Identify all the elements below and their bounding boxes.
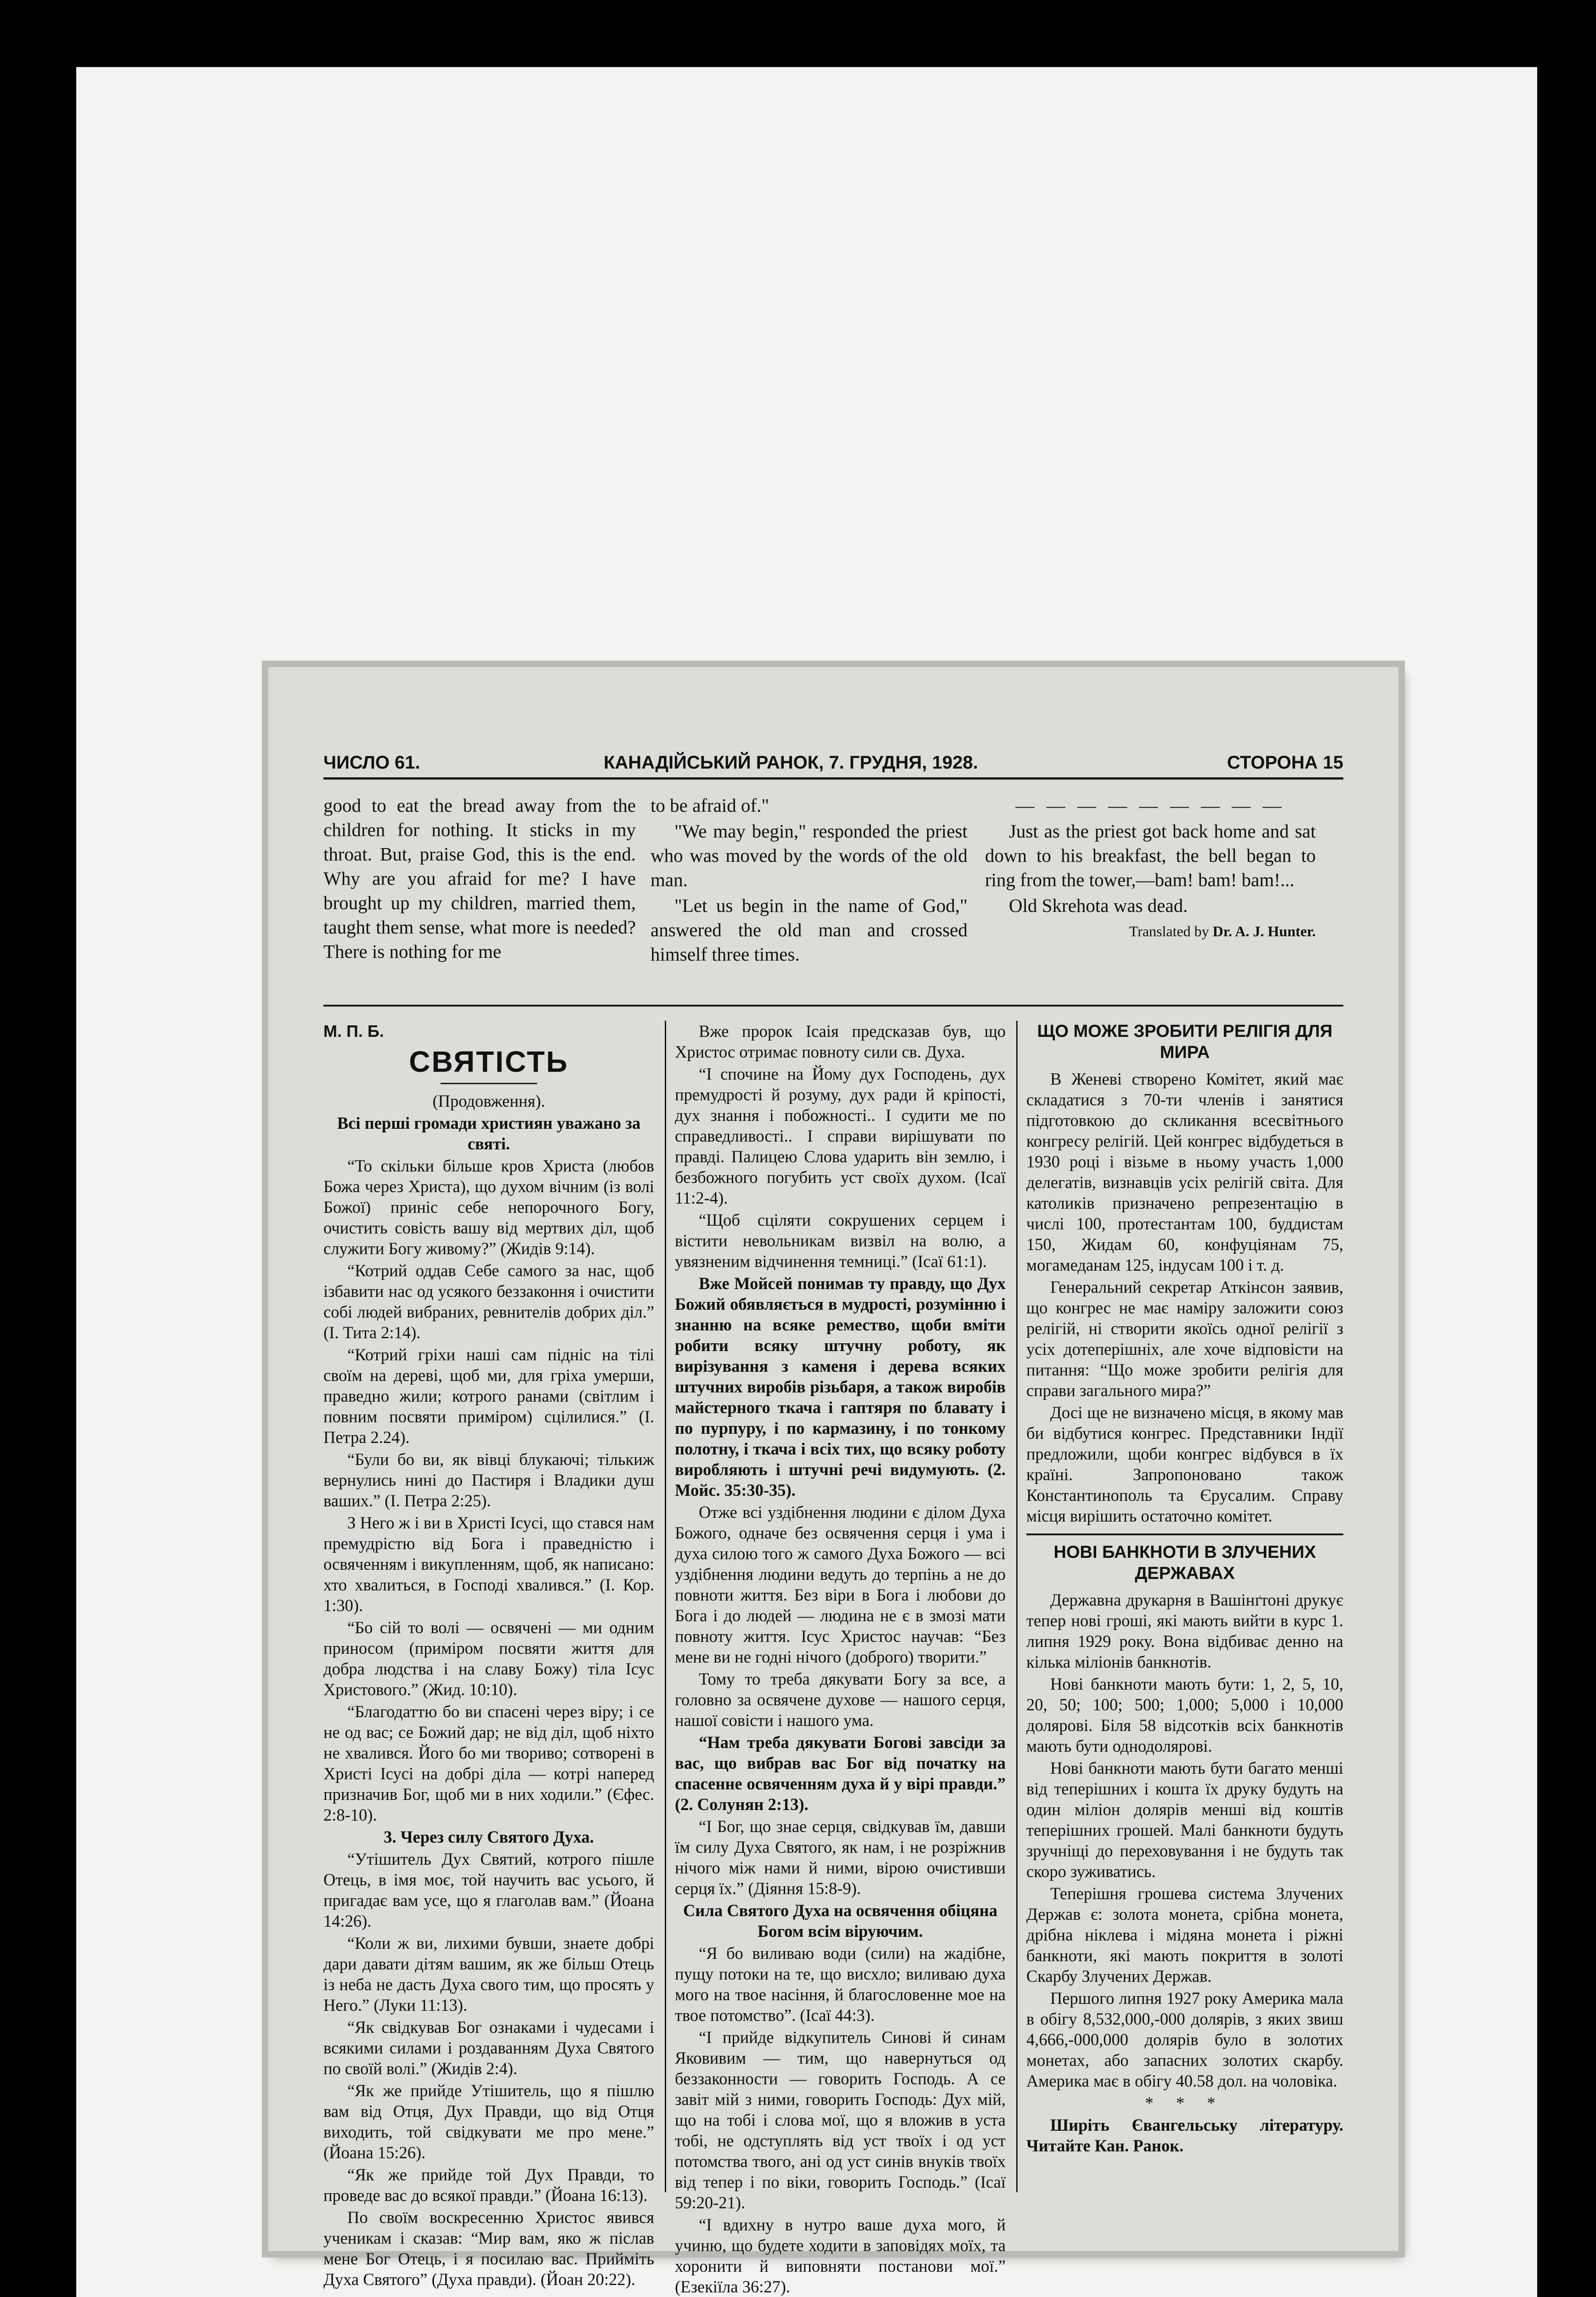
paragraph: “І прийде відкупитель Синові й синам Яковивим — тим, що навернуться од беззаконности — говорить Господь. А се завіт мій з ними, говорить Господь: Дух мій, що на тобі і слова мої, що я вложив в уста тобі, не одступлять від уст твоїх і од уст потомства твого, ані од уст синів внуків твоїх від тепер і по віки, говорить Господь.” (Ісаї 59:20-21). xyxy=(675,2028,1006,2212)
translator-credit xyxy=(985,919,1316,944)
paragraph: “Утішитель Дух Святий, котрого пішле Отець, в імя моє, той научить вас усього, й пригадає вам усе, що я глаголав вам.” (Йоана 14:26). xyxy=(323,1850,654,1930)
paragraph: По своїм воскресенню Христос явився ученикам і сказав: “Мир вам, яко ж післав мене Бог Отець, і я посилаю вас. Прийміть Духа Святого” (Духа правди). (Йоан 20:22). xyxy=(323,2208,654,2289)
paragraph: Генеральний секретар Аткінсон заявив, що конгрес не має наміру заложити союз релігій, ні створити якоїсь одної релігії з усіх дотеперішніх, але хоче відповісти на питання: “Що може зробити релігія для справи загального мира?” xyxy=(1026,1278,1343,1400)
subheading: Сила Святого Духа на освячення обіцяна Богом всім віруючим. xyxy=(683,1901,998,1941)
paragraph: Вже пророк Ісаія предсказав був, що Христос отримає повноту сили св. Духа. xyxy=(675,1022,1006,1061)
issue-number: ЧИСЛО 61. xyxy=(323,752,420,773)
masthead: КАНАДІЙСЬКИЙ РАНОК, 7. ГРУДНЯ, 1928. xyxy=(604,752,978,773)
paragraph: “Нам треба дякувати Богові завсіди за вас, що вибрав вас Бог від початку на спасенне освяченням духа й у вірі правди.” (2. Солунян 2:13). xyxy=(675,1733,1006,1814)
subheading: Всі перші громади християн уважано за святі. xyxy=(337,1114,641,1153)
story-text: to be afraid of." xyxy=(651,795,770,816)
paragraph: З Него ж і ви в Христі Ісусі, що стався нам премудрістю від Бога і праведністю і освяченням і викупленням, щоб, як написано: хто хвалиться, в Господі хвалився.” (I. Кор. 1:30). xyxy=(323,1513,654,1615)
paragraph: “Щоб сціляти сокрушених серцем і вістити невольникам визвіл на волю, а увязненим відчинення темниці.” (Ісаї 61:1). xyxy=(675,1211,1006,1271)
article-title-religion: ЩО МОЖЕ ЗРОБИТИ РЕЛІГІЯ ДЛЯ МИРА xyxy=(1037,1022,1333,1062)
article-title-banknotes: НОВІ БАНКНОТИ В ЗЛУЧЕНИХ ДЕРЖАВАХ xyxy=(1053,1543,1316,1583)
paragraph: “І вдихну в нутро ваше духа мого, й учиню, що будете ходити в заповідях моїх, та хоронити й виповняти постанови мої.” (Езекіїла 36:27). xyxy=(675,2215,1006,2296)
story-text: Old Skrehota was dead. xyxy=(1009,895,1188,916)
paragraph: “І Бог, що знае серця, свідкував їм, давши їм силу Духа Святого, як нам, і не розріжнив нічого між нами й ними, вірою очистивши серця їх.” (Діяння 15:8-9). xyxy=(675,1817,1006,1898)
article-sanctity-column-2 xyxy=(675,1021,1006,2297)
paragraph: Досі ще не визначено місця, в якому мав би відбутися конгрес. Представники Індії предложили, щоби конгрес відбувся в їх країні. Запропоновано також Константинополь та Єрусалим. Справу місця вирішить остаточно комітет. xyxy=(1026,1403,1343,1525)
paragraph: “Як же прийде той Дух Правди, то проведе вас до всякої правди.” (Йоана 16:13). xyxy=(323,2165,654,2205)
story-column-2 xyxy=(651,793,968,968)
title-underline xyxy=(441,1083,537,1084)
separator-stars: * * * xyxy=(1145,2093,1225,2112)
column-divider xyxy=(665,1021,666,2192)
article-sanctity-column-1 xyxy=(323,1021,654,2291)
article-title: СВЯТІСТЬ xyxy=(409,1045,569,1078)
subheading: 3. Через силу Святого Духа. xyxy=(384,1827,594,1846)
paragraph: “І спочине на Йому дух Господень, дух премудрості й розуму, дух ради й кріпості, дух знання і побожності.. І судити ме по справедливості.. І справи вирішувати по правді. Палицею Слова ударить він землю, і безбожного погубить уст своїх духом. (Ісаї 11:2-4). xyxy=(675,1064,1006,1207)
translator-name: Dr. A. J. Hunter. xyxy=(1212,923,1316,939)
story-column-3 xyxy=(985,793,1316,945)
paragraph: Державна друкарня в Вашінґтоні друкує тепер нові гроші, які мають вийти в курс 1. липня 1929 року. Вона відбиває денно на кілька міліонів банкнотів. xyxy=(1026,1590,1343,1671)
paragraph: Першого липня 1927 року Америка мала в обігу 8,532,000,-000 долярів, з яких звиш 4,666,-000,000 долярів було в золотих монетах, або запасних золотих скарбу. Америка має в обігу 40.58 дол. на чоловіка. xyxy=(1026,1989,1343,2090)
section-break: — — — — — — — — — xyxy=(1015,795,1285,816)
story-column-1 xyxy=(323,793,636,965)
paragraph: Нові банкноти мають бути: 1, 2, 5, 10, 20, 50; 100; 500; 1,000; 5,000 і 10,000 долярові. Біля 58 відсотків всіх банкнотів мають бути однодолярові. xyxy=(1026,1675,1343,1755)
page-header xyxy=(323,750,1343,780)
paragraph: “Я бо виливаю води (сили) на жадібне, пущу потоки на те, що висхло; виливаю духа мого на твое насіння, й благословенне мое на твое потомство”. (Ісаї 44:3). xyxy=(675,1944,1006,2025)
article-author: М. П. Б. xyxy=(323,1022,384,1041)
paragraph: Тому то треба дякувати Богу за все, а головно за освячене духове — нашого серця, нашої совісти і нашого ума. xyxy=(675,1669,1006,1730)
promo-text: Ширіть Євангельську літературу. Читайте Кан. Ранок. xyxy=(1026,2116,1343,2155)
paragraph: “Як же прийде Утішитель, що я пішлю вам від Отця, Дух Правди, що від Отця виходить, той свідкувати ме про мене.” (Йоана 15:26). xyxy=(323,2081,654,2162)
news-column xyxy=(1026,1021,1343,2157)
story-text: Just as the priest got back home and sat down to his breakfast, the bell began to ring from the tower,—bam! bam! bam!... xyxy=(985,820,1316,890)
paragraph: Нові банкноти мають бути багато менші від теперішних і кошта їх друку будуть на один міліон долярів менші від коштів теперішних грошей. Малі банкноти будуть зручніщі до переховування і не будуть так скоро зуживатись. xyxy=(1026,1759,1343,1881)
paragraph: “Котрий гріхи наші сам підніс на тілі своїм на дереві, щоб ми, для гріха умерши, праведно жили; котрого ранами (світлим і повним посвяти приміром) сцілилися.” (I. Петра 2.24). xyxy=(323,1345,654,1447)
paragraph: Отже всі уздібнення людини є ділом Духа Божого, одначе без освячення серця і ума і духа силою того ж самого Духа Божого — всі уздібнення людини ведуть до терпінь а не до повноти життя. Без віри в Бога і любови до Бога і до людей — людина не є в змозі мати повноту життя. Ісус Христос научав: “Без мене ви не годні нічого (доброго) творити.” xyxy=(675,1503,1006,1666)
paragraph: Вже Мойсей понимав ту правду, що Дух Божий обявляється в мудрості, розумінню і знанню на всяке ремество, щоби вміти робити всяку штучну роботу, як вирізування з каменя і дерева всяких штучних виробів різьбаря, а також виробів майстерного ткача і гаптяря по блавату і по пурпуру, і по кармазину, і по тонкому полотну, і ткача і всіх тих, що всяку роботу виробляють і штучні речі видумують. (2. Мойс. 35:30-35). xyxy=(675,1274,1006,1499)
paragraph: “Як свідкував Бог ознаками і чудесами і всякими силами і роздаванням Духа Святого по своїй волі.” (Жидів 2:4). xyxy=(323,2018,654,2078)
column-divider xyxy=(1016,1021,1018,2192)
paragraph: “Котрий оддав Себе самого за нас, щоб ізбавити нас од усякого беззаконня і очистити собі людей вибраних, ревнителів добрих діл.” (I. Тита 2:14). xyxy=(323,1261,654,1342)
article-rule xyxy=(1026,1533,1343,1535)
paragraph: “Бо сій то волі — освячені — ми одним приносом (приміром посвяти життя для добра людства і на славу Божу) тіла Ісус Христового.” (Жид. 10:10). xyxy=(323,1618,654,1699)
page-number: СТОРОНА 15 xyxy=(1227,752,1343,773)
story-text: "We may begin," responded the priest who was moved by the words of the old man. xyxy=(651,820,968,890)
paragraph: Теперішня грошева система Злучених Держав є: золота монета, срібна монета, дрібна ніклева і мідяна монета і ріжні банкноти, які мають покриття в золоті Скарбу Злучених Держав. xyxy=(1026,1884,1343,1986)
section-rule xyxy=(323,1005,1343,1007)
paragraph: В Женеві створено Комітет, який має складатися з 70-ти членів і занятися підготовкою до скликання всесвітнього конгресу релігій. Цей конгрес відбудеться в 1930 році і візьме в ньому участь 1,000 делегатів, визнавців усіх релігій світа. Для католиків призначено репрезентацію в числі 100, протестантам 100, буддистам 150, Жидам 60, конфуціянам 75, могамеданам 125, індусам 100 і т. д. xyxy=(1026,1069,1343,1274)
translator-label: Translated by xyxy=(1129,923,1209,939)
story-text: good to eat the bread away from the children for nothing. It sticks in my throat. But, praise God, this is the end. Why are you afraid for me? I have brought up my children, married them, taught them sense, what more is needed? There is nothing for me xyxy=(323,795,636,962)
paragraph: “Благодаттю бо ви спасені через віру; і се не од вас; се Божий дар; не від діл, щоб ніхто не хвалився. Його бо ми твориво; сотворені в Христі Ісусі на добрі діла — котрі наперед призначив Бог, щоб ми в них ходили.” (Єфес. 2:8-10). xyxy=(323,1702,654,1824)
paragraph: “То скільки більше кров Христа (любов Божа через Христа), що духом вічним (із волі Божої) приніс себе непорочного Богу, очистить совість вашу від мертвих діл, щоб служити Богу живому?” (Жидів 9:14). xyxy=(323,1156,654,1258)
continued-note: (Продовження). xyxy=(432,1092,545,1110)
paragraph: “Були бо ви, як вівці блукаючі; тількиж вернулись нині до Пастиря і Владики душ ваших.” (I. Петра 2:25). xyxy=(323,1450,654,1510)
newspaper-page xyxy=(268,667,1398,2296)
story-text: "Let us begin in the name of God," answered the old man and crossed himself three times. xyxy=(651,895,968,965)
paragraph: “Коли ж ви, лихими бувши, знаете добрі дари давати дітям вашим, як же більш Отець із неба не дасть Духа свого тим, що просять у Него.” (Луки 11:13). xyxy=(323,1934,654,2014)
